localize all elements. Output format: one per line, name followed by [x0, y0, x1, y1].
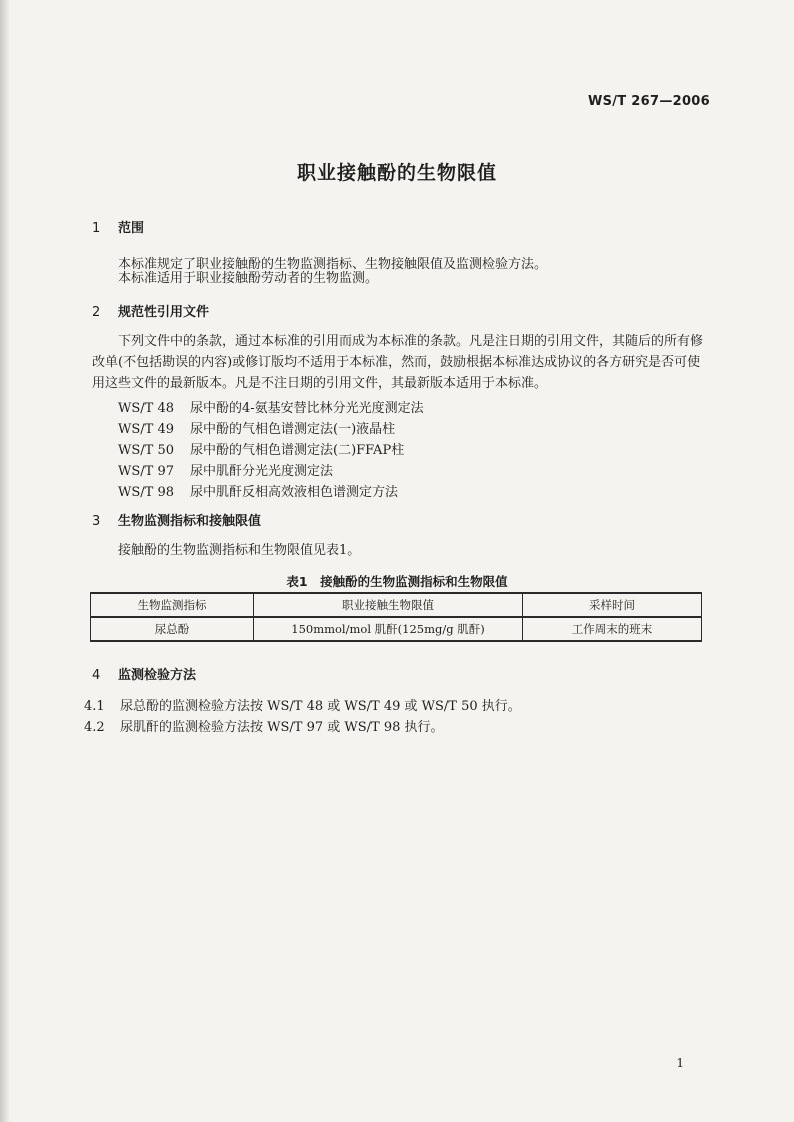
- section-2-intro: 下列文件中的条款，通过本标准的引用而成为本标准的条款。凡是注日期的引用文件，其随后的所有修改单(不包括勘误的内容)或修订版均不适用于本标准，然而，鼓励根据本标准达成协议的各方研究是否可使用这些文件的最新版本。凡是不注日期的引用文件，其最新版本适用于本标准。: [92, 334, 704, 391]
- section-title: 规范性引用文件: [118, 305, 210, 320]
- section-number: 2: [92, 305, 101, 320]
- reference-item: WS/T 49 尿中酚的气相色谱测定法(一)液晶柱: [118, 422, 396, 437]
- table-cell: 工作周末的班末: [523, 617, 702, 641]
- table-cell: 尿总酚: [91, 617, 254, 641]
- method-item: 4.2 尿肌酐的监测检验方法按 WS/T 97 或 WS/T 98 执行。: [84, 720, 444, 735]
- section-number: 3: [92, 514, 101, 529]
- section-3-heading: [92, 510, 261, 529]
- section-title: 监测检验方法: [118, 668, 197, 683]
- document-title: 职业接触酚的生物限值: [296, 162, 497, 184]
- section-2-heading: [92, 301, 209, 320]
- section-1-heading: [92, 217, 144, 236]
- table-caption: 表1 接触酚的生物监测指标和生物限值: [286, 574, 508, 589]
- table-header-cell: 生物监测指标: [91, 593, 254, 617]
- section-1-paragraph-1: 本标准规定了职业接触酚的生物监测指标、生物接触限值及监测检验方法。: [118, 257, 548, 272]
- table-header-row: [91, 593, 702, 617]
- reference-item: WS/T 98 尿中肌酐反相高效液相色谱测定方法: [118, 485, 399, 500]
- reference-item: WS/T 50 尿中酚的气相色谱测定法(二)FFAP柱: [118, 443, 405, 458]
- table-header-cell: 职业接触生物限值: [254, 593, 523, 617]
- document-code: WS/T 267—2006: [587, 94, 710, 109]
- page-number: 1: [676, 1056, 684, 1070]
- section-title: 生物监测指标和接触限值: [118, 514, 262, 529]
- section-title: 范围: [118, 221, 145, 236]
- section-1-paragraph-2: 本标准适用于职业接触酚劳动者的生物监测。: [118, 271, 379, 286]
- table-header-cell: 采样时间: [523, 593, 702, 617]
- method-item: 4.1 尿总酚的监测检验方法按 WS/T 48 或 WS/T 49 或 WS/T 50 执行。: [84, 699, 521, 714]
- section-number: 4: [92, 668, 101, 683]
- reference-item: WS/T 97 尿中肌酐分光光度测定法: [118, 464, 334, 479]
- biological-limit-table: [90, 592, 702, 642]
- section-3-intro: 接触酚的生物监测指标和生物限值见表1。: [118, 543, 361, 558]
- reference-item: WS/T 48 尿中酚的4-氨基安替比林分光光度测定法: [118, 401, 424, 416]
- table-cell: 150mmol/mol 肌酐(125mg/g 肌酐): [254, 617, 523, 641]
- section-number: 1: [92, 221, 101, 236]
- table-row: [91, 617, 702, 641]
- section-4-heading: [92, 664, 196, 683]
